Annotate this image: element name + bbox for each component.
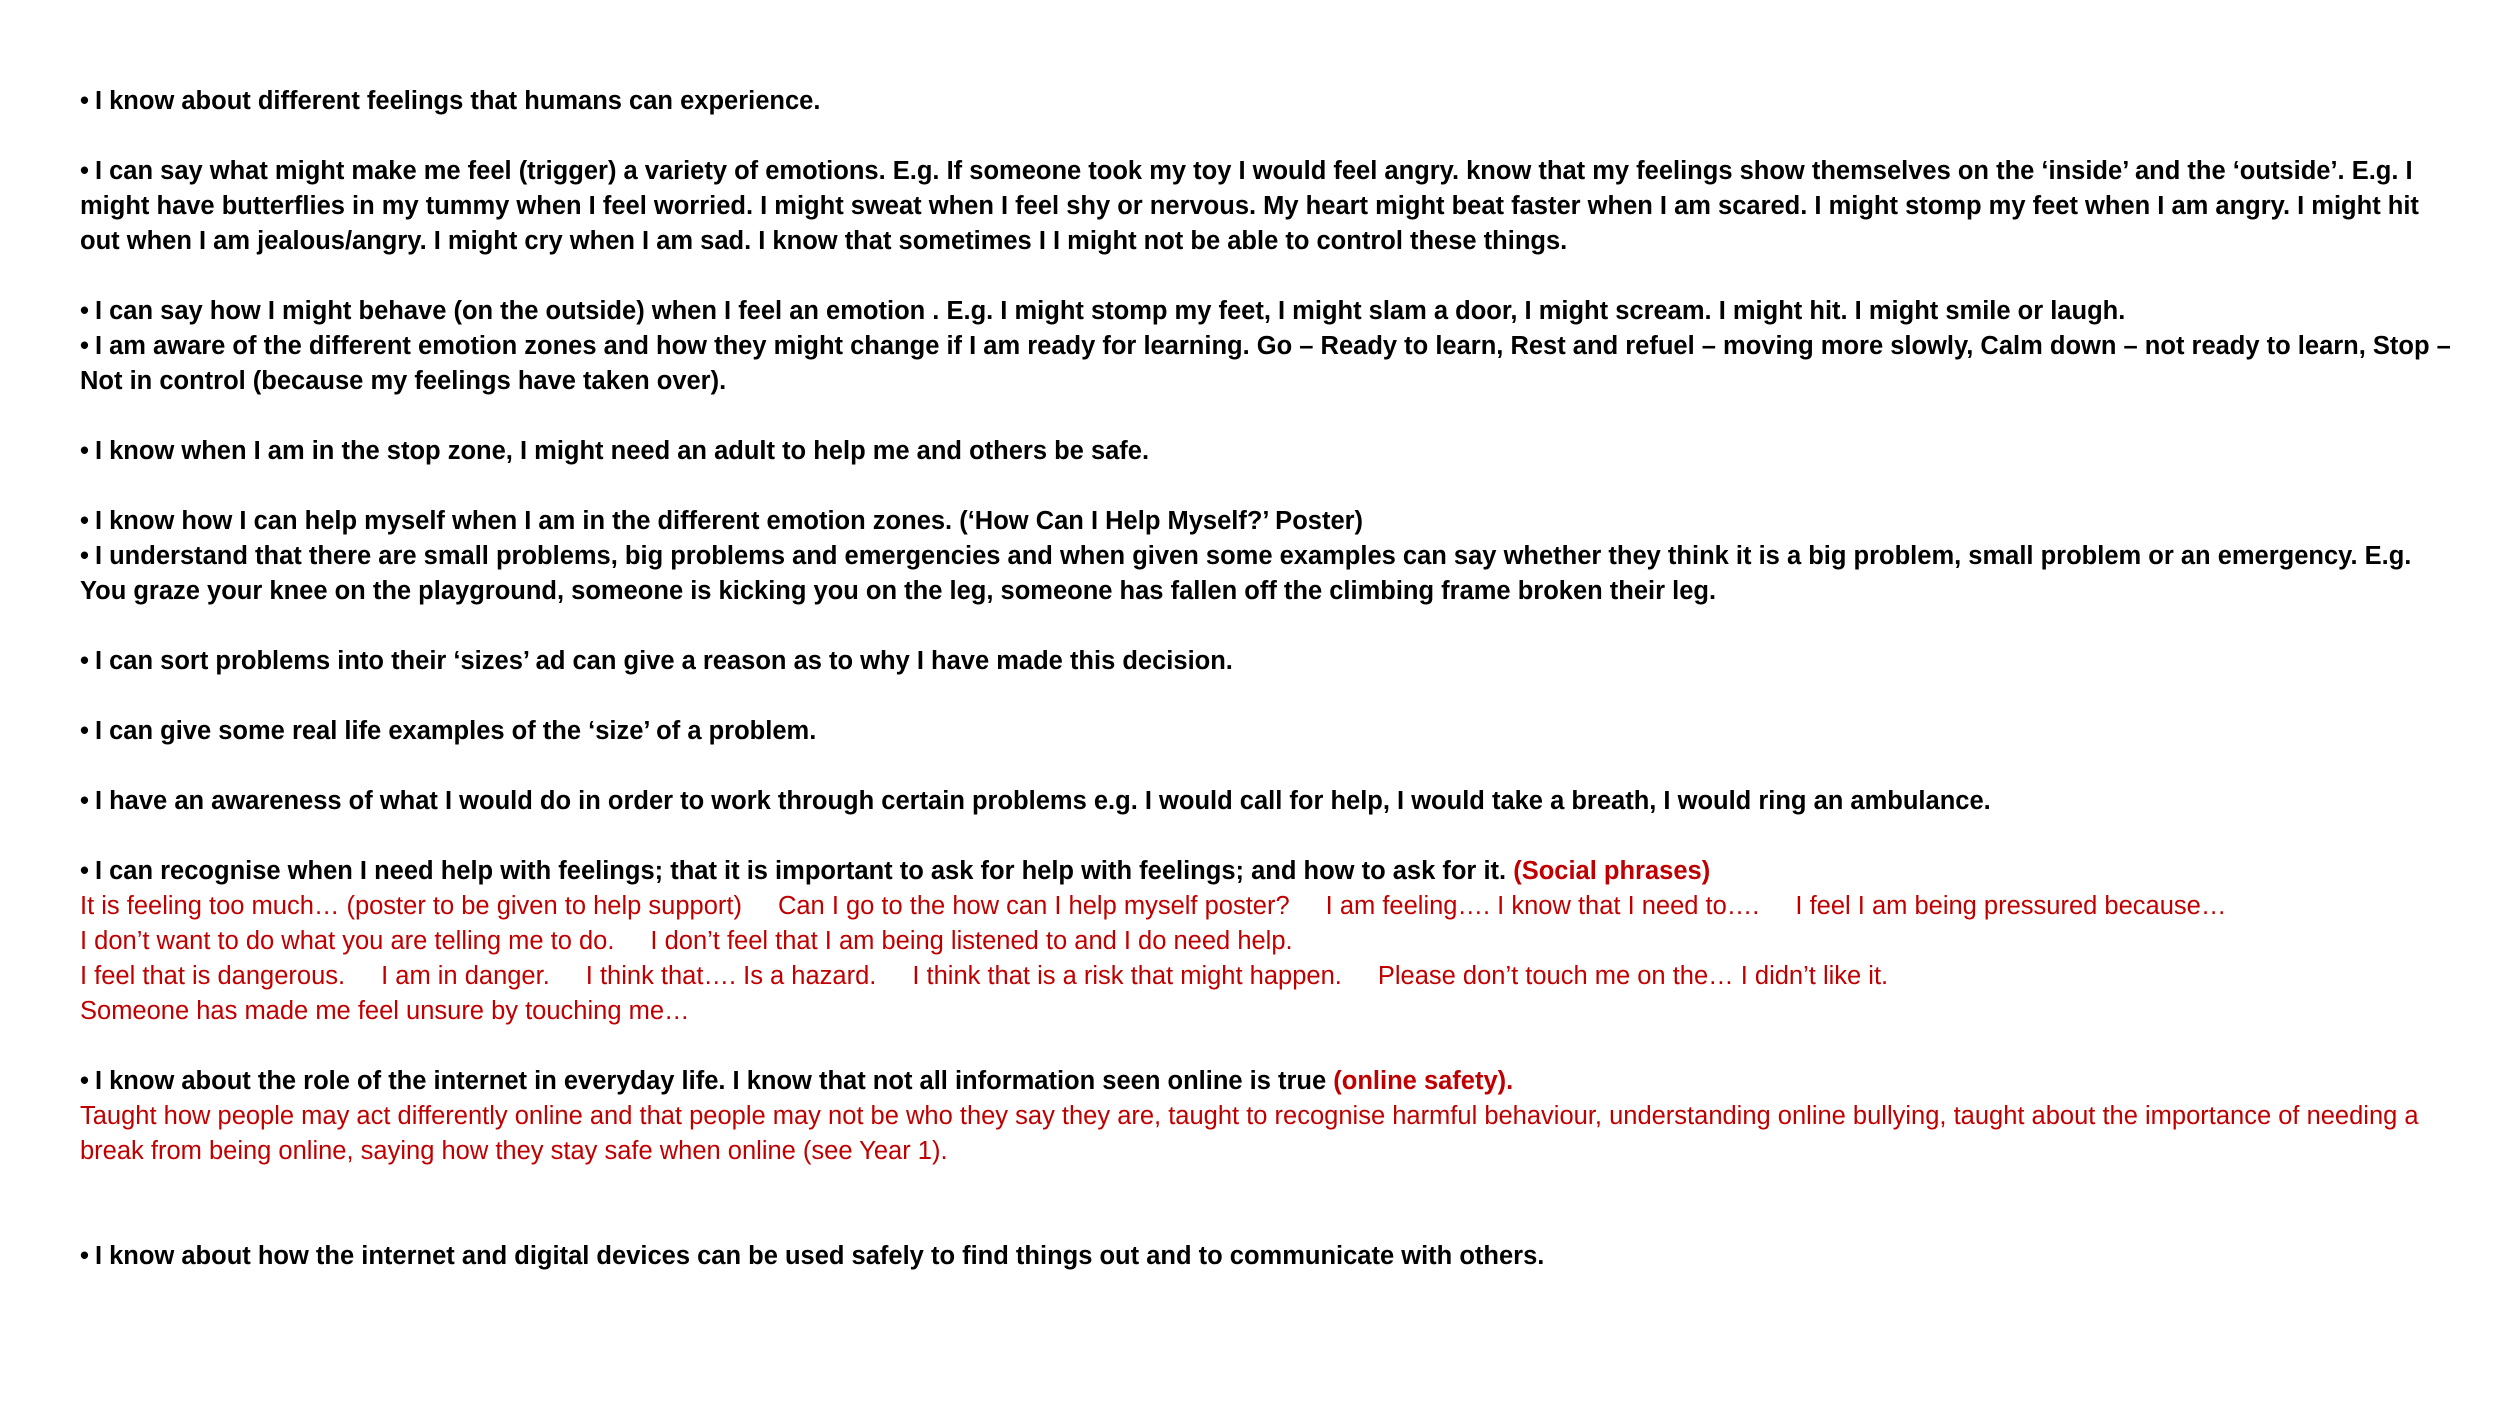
outcome-stop-zone: • I know when I am in the stop zone, I might need an adult to help me and others be safe. (80, 437, 1150, 465)
outcome-recognise-help: • I can recognise when I need help with feelings; that it is important to ask for help with feelings; and how to ask for it. (Social phrases) (80, 857, 1711, 885)
outcome-help-myself: • I know how I can help myself when I am in the different emotion zones. (‘How Can I Help Myself?’ Poster) (80, 507, 1364, 535)
outcome-emotion-zones: • I am aware of the different emotion zones and how they might change if I am ready for learning. Go – Ready to learn, Rest and refuel – moving more slowly, Calm down – not ready to learn, Stop – Not in control (because my feelings have taken over). (80, 332, 2451, 395)
online-safety-label: (online safety). (1333, 1067, 1514, 1095)
social-phrases-label: (Social phrases) (1513, 857, 1711, 885)
social-phrases-line: I feel that is dangerous. I am in danger. I think that…. Is a hazard. I think that is a risk that might happen. Please don’t touch me on the… I didn’t like it. (80, 962, 1889, 990)
outcome-sort-problems: • I can sort problems into their ‘sizes’ ad can give a reason as to why I have made this decision. (80, 647, 1233, 675)
outcome-awareness: • I have an awareness of what I would do in order to work through certain problems e.g. I would call for help, I would take a breath, I would ring an ambulance. (80, 787, 1991, 815)
outcome-internet-role: • I know about the role of the internet in everyday life. I know that not all information seen online is true (online safety). (80, 1067, 1514, 1095)
social-phrases-line: Someone has made me feel unsure by touching me… (80, 997, 690, 1025)
outcome-behave: • I can say how I might behave (on the outside) when I feel an emotion . E.g. I might stomp my feet, I might slam a door, I might scream. I might hit. I might smile or laugh. (80, 297, 2126, 325)
document-page (80, 84, 2460, 1274)
social-phrases-line: It is feeling too much… (poster to be given to help support) Can I go to the how can I help myself poster? I am feeling…. I know that I need to…. I feel I am being pressured because… (80, 892, 2227, 920)
outcome-feelings: • I know about different feelings that humans can experience. (80, 87, 821, 115)
outcome-triggers: • I can say what might make me feel (trigger) a variety of emotions. E.g. If someone took my toy I would feel angry. know that my feelings show themselves on the ‘inside’ and the ‘outside’. E.g. I might have butterflies in my tummy when I feel worried. I might sweat when I feel shy or nervous. My heart might beat faster when I am scared. I might stomp my feet when I am angry. I might hit out when I am jealous/angry. I might cry when I am sad. I know that sometimes I I might not be able to control these things. (80, 157, 2419, 255)
online-safety-text: Taught how people may act differently online and that people may not be who they say they are, taught to recognise harmful behaviour, understanding online bullying, taught about the importance of needing a break from being online, saying how they stay safe when online (see Year 1). (80, 1102, 2419, 1165)
outcome-internet-devices: • I know about how the internet and digital devices can be used safely to find things out and to communicate with others. (80, 1242, 1545, 1270)
social-phrases-line: I don’t want to do what you are telling me to do. I don’t feel that I am being listened to and I do need help. (80, 927, 1293, 955)
outcome-real-life-examples: • I can give some real life examples of the ‘size’ of a problem. (80, 717, 817, 745)
bullet: • (80, 87, 89, 115)
outcome-problem-sizes: • I understand that there are small problems, big problems and emergencies and when given some examples can say whether they think it is a big problem, small problem or an emergency. E.g. You graze your knee on the playground, someone is kicking you on the leg, someone has fallen off the climbing frame broken their leg. (80, 542, 2412, 605)
